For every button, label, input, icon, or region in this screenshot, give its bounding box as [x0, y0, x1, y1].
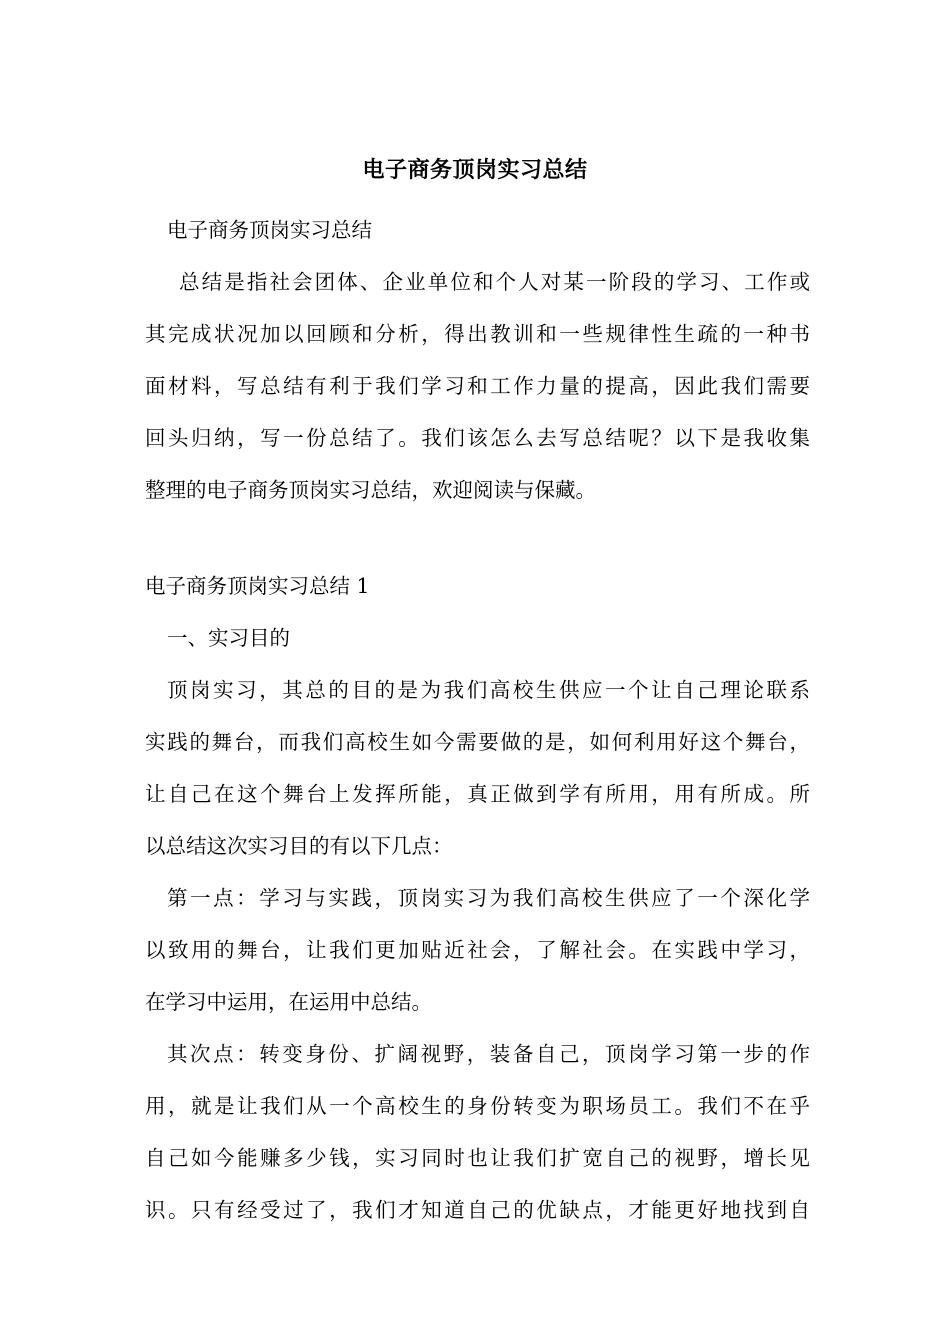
intro-line: 其完成状况加以回顾和分析，得出教训和一些规律性生疏的一种书 — [145, 322, 810, 346]
paragraph-line: 识。只有经受过了，我们才知道自己的优缺点，才能更好地找到自 — [145, 1198, 810, 1222]
paragraph-line: 以总结这次实习目的有以下几点： — [145, 834, 453, 858]
paragraph-line: 在学习中运用，在运用中总结。 — [145, 990, 432, 1014]
document-subtitle: 电子商务顶岗实习总结 — [167, 218, 372, 242]
paragraph-line: 顶岗实习，其总的目的是为我们高校生供应一个让自己理论联系 — [167, 678, 810, 702]
document-title: 电子商务顶岗实习总结 — [362, 157, 588, 183]
intro-line: 面材料，写总结有利于我们学习和工作力量的提高，因此我们需要 — [145, 374, 810, 398]
paragraph-line: 其次点：转变身份、扩阔视野，装备自己，顶岗学习第一步的作 — [167, 1042, 810, 1066]
paragraph-line: 自己如今能赚多少钱，实习同时也让我们扩宽自己的视野，增长见 — [145, 1146, 810, 1170]
intro-line: 整理的电子商务顶岗实习总结，欢迎阅读与保藏。 — [145, 478, 596, 502]
paragraph-line: 第一点：学习与实践，顶岗实习为我们高校生供应了一个深化学 — [167, 886, 810, 910]
paragraph-line: 以致用的舞台，让我们更加贴近社会，了解社会。在实践中学习， — [145, 938, 810, 962]
intro-line: 回头归纳，写一份总结了。我们该怎么去写总结呢？以下是我收集 — [145, 426, 810, 450]
paragraph-line: 让自己在这个舞台上发挥所能，真正做到学有所用，用有所成。所 — [145, 782, 810, 806]
intro-line: 总结是指社会团体、企业单位和个人对某一阶段的学习、工作或 — [179, 270, 810, 294]
document-body — [145, 204, 810, 1236]
paragraph-line: 用，就是让我们从一个高校生的身份转变为职场员工。我们不在乎 — [145, 1094, 810, 1118]
section-heading: 电子商务顶岗实习总结 1 — [145, 574, 370, 598]
subheading: 一、实习目的 — [167, 626, 290, 650]
section-gap — [145, 516, 810, 560]
paragraph-line: 实践的舞台，而我们高校生如今需要做的是，如何利用好这个舞台， — [145, 730, 810, 754]
